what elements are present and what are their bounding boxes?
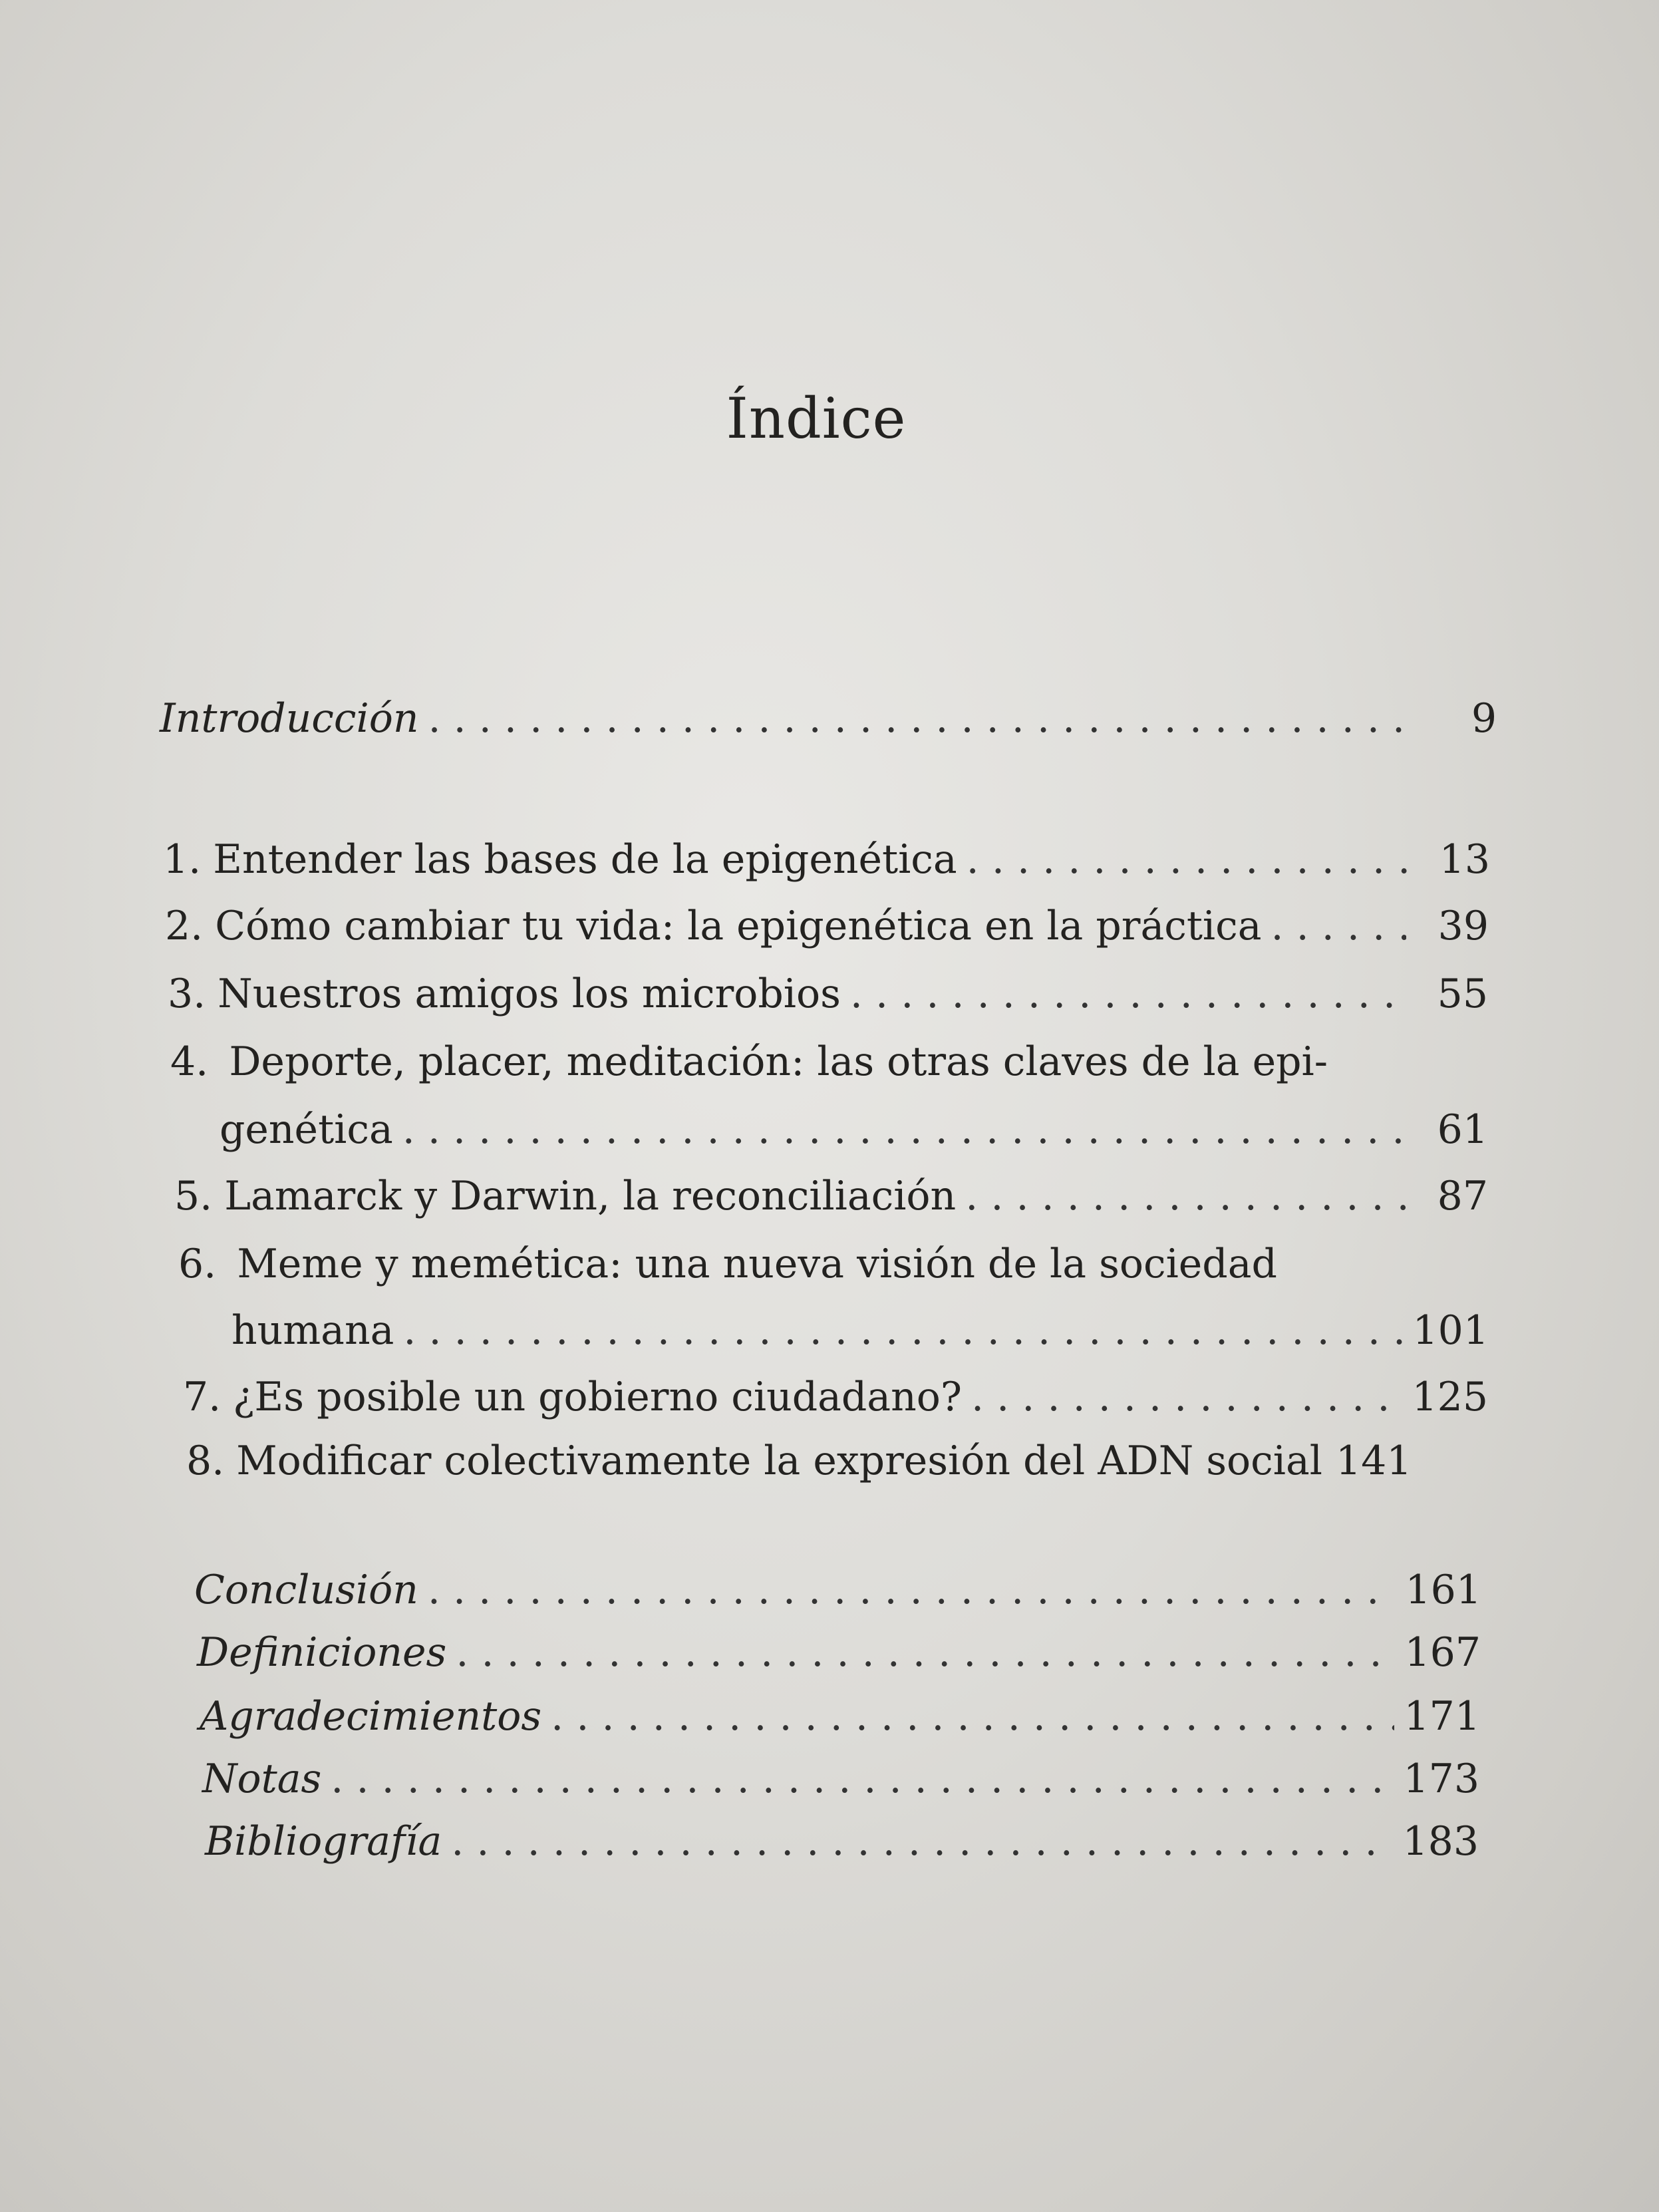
toc-page-number: 167	[1404, 1629, 1481, 1676]
toc-label-continued: humana	[231, 1307, 394, 1354]
toc-label-continued: genética	[220, 1106, 393, 1153]
toc-label: Cómo cambiar tu vida: la epigenética en la práctica	[215, 903, 1262, 949]
toc-page-number: 61	[1437, 1106, 1488, 1153]
chapter-number: 4.	[170, 1038, 209, 1085]
toc-page-number: 183	[1402, 1818, 1479, 1865]
toc-entry-conclusion	[194, 1567, 1481, 1613]
toc-label: Notas	[202, 1756, 322, 1802]
toc-label: Meme y memética: una nueva visión de la sociedad	[237, 1241, 1277, 1287]
page-title: Índice	[726, 386, 907, 451]
toc-label: Bibliografía	[205, 1818, 442, 1865]
leader-dots	[971, 1377, 1402, 1417]
toc-label: Entender las bases de la epigenética	[213, 836, 957, 883]
leader-dots	[403, 1311, 1403, 1350]
toc-label: Nuestros amigos los microbios	[218, 971, 841, 1017]
chapter-number: 2.	[165, 903, 204, 949]
toc-page-number: 101	[1412, 1307, 1489, 1354]
toc-page-number: 9	[1471, 695, 1497, 742]
leader-dots	[850, 974, 1406, 1014]
toc-page-number: 87	[1437, 1173, 1488, 1219]
toc-entry-chapter-3	[168, 971, 1488, 1017]
toc-page-number: 125	[1412, 1374, 1488, 1420]
leader-dots	[331, 1759, 1394, 1799]
toc-entry-chapter-1	[163, 836, 1490, 883]
leader-dots	[1271, 906, 1407, 946]
toc-page-number: 141	[1335, 1438, 1412, 1484]
toc-entry-notas	[202, 1756, 1479, 1802]
toc-label: Introducción	[160, 695, 419, 742]
toc-page-number: 39	[1437, 903, 1489, 949]
toc-label: Modificar colectivamente la expresión del ADN social	[236, 1438, 1322, 1484]
toc-entry-agradecimientos	[200, 1693, 1480, 1740]
leader-dots	[967, 840, 1408, 879]
toc-entry-chapter-2	[165, 903, 1489, 949]
toc-label: ¿Es posible un gobierno ciudadano?	[233, 1374, 963, 1420]
toc-entry-chapter-7	[183, 1374, 1488, 1420]
toc-page-number: 171	[1404, 1693, 1480, 1740]
toc-page-number: 55	[1437, 971, 1488, 1017]
leader-dots	[456, 1633, 1395, 1672]
toc-entry-definiciones	[197, 1629, 1481, 1676]
leader-dots	[965, 1176, 1406, 1216]
chapter-number: 1.	[163, 836, 202, 883]
chapter-number: 6.	[178, 1241, 217, 1287]
toc-entry-chapter-6-line2	[231, 1307, 1489, 1354]
leader-dots	[428, 699, 1414, 738]
chapter-number: 3.	[168, 971, 206, 1017]
toc-label: Conclusión	[194, 1567, 418, 1613]
toc-page-number: 161	[1405, 1567, 1481, 1613]
toc-entry-bibliografia	[205, 1818, 1479, 1865]
toc-entry-chapter-6-line1	[178, 1241, 1277, 1287]
leader-dots	[402, 1110, 1406, 1150]
toc-label: Definiciones	[197, 1629, 447, 1676]
chapter-number: 8.	[186, 1438, 225, 1484]
toc-entry-chapter-5	[174, 1173, 1488, 1219]
leader-dots	[451, 1821, 1393, 1861]
toc-entry-chapter-8	[186, 1438, 1487, 1484]
toc-label: Agradecimientos	[200, 1693, 542, 1740]
chapter-number: 5.	[174, 1173, 213, 1219]
toc-label: Deporte, placer, meditación: las otras claves de la epi-	[229, 1038, 1328, 1085]
chapter-number: 7.	[183, 1374, 222, 1420]
leader-dots	[428, 1570, 1396, 1610]
toc-page-number: 13	[1439, 836, 1490, 883]
leader-dots	[551, 1696, 1394, 1736]
toc-label: Lamarck y Darwin, la reconciliación	[224, 1173, 957, 1219]
toc-entry-chapter-4-line2	[220, 1106, 1488, 1153]
toc-entry-introduccion	[160, 695, 1497, 742]
toc-page-number: 173	[1403, 1756, 1479, 1802]
toc-entry-chapter-4-line1	[170, 1038, 1328, 1085]
